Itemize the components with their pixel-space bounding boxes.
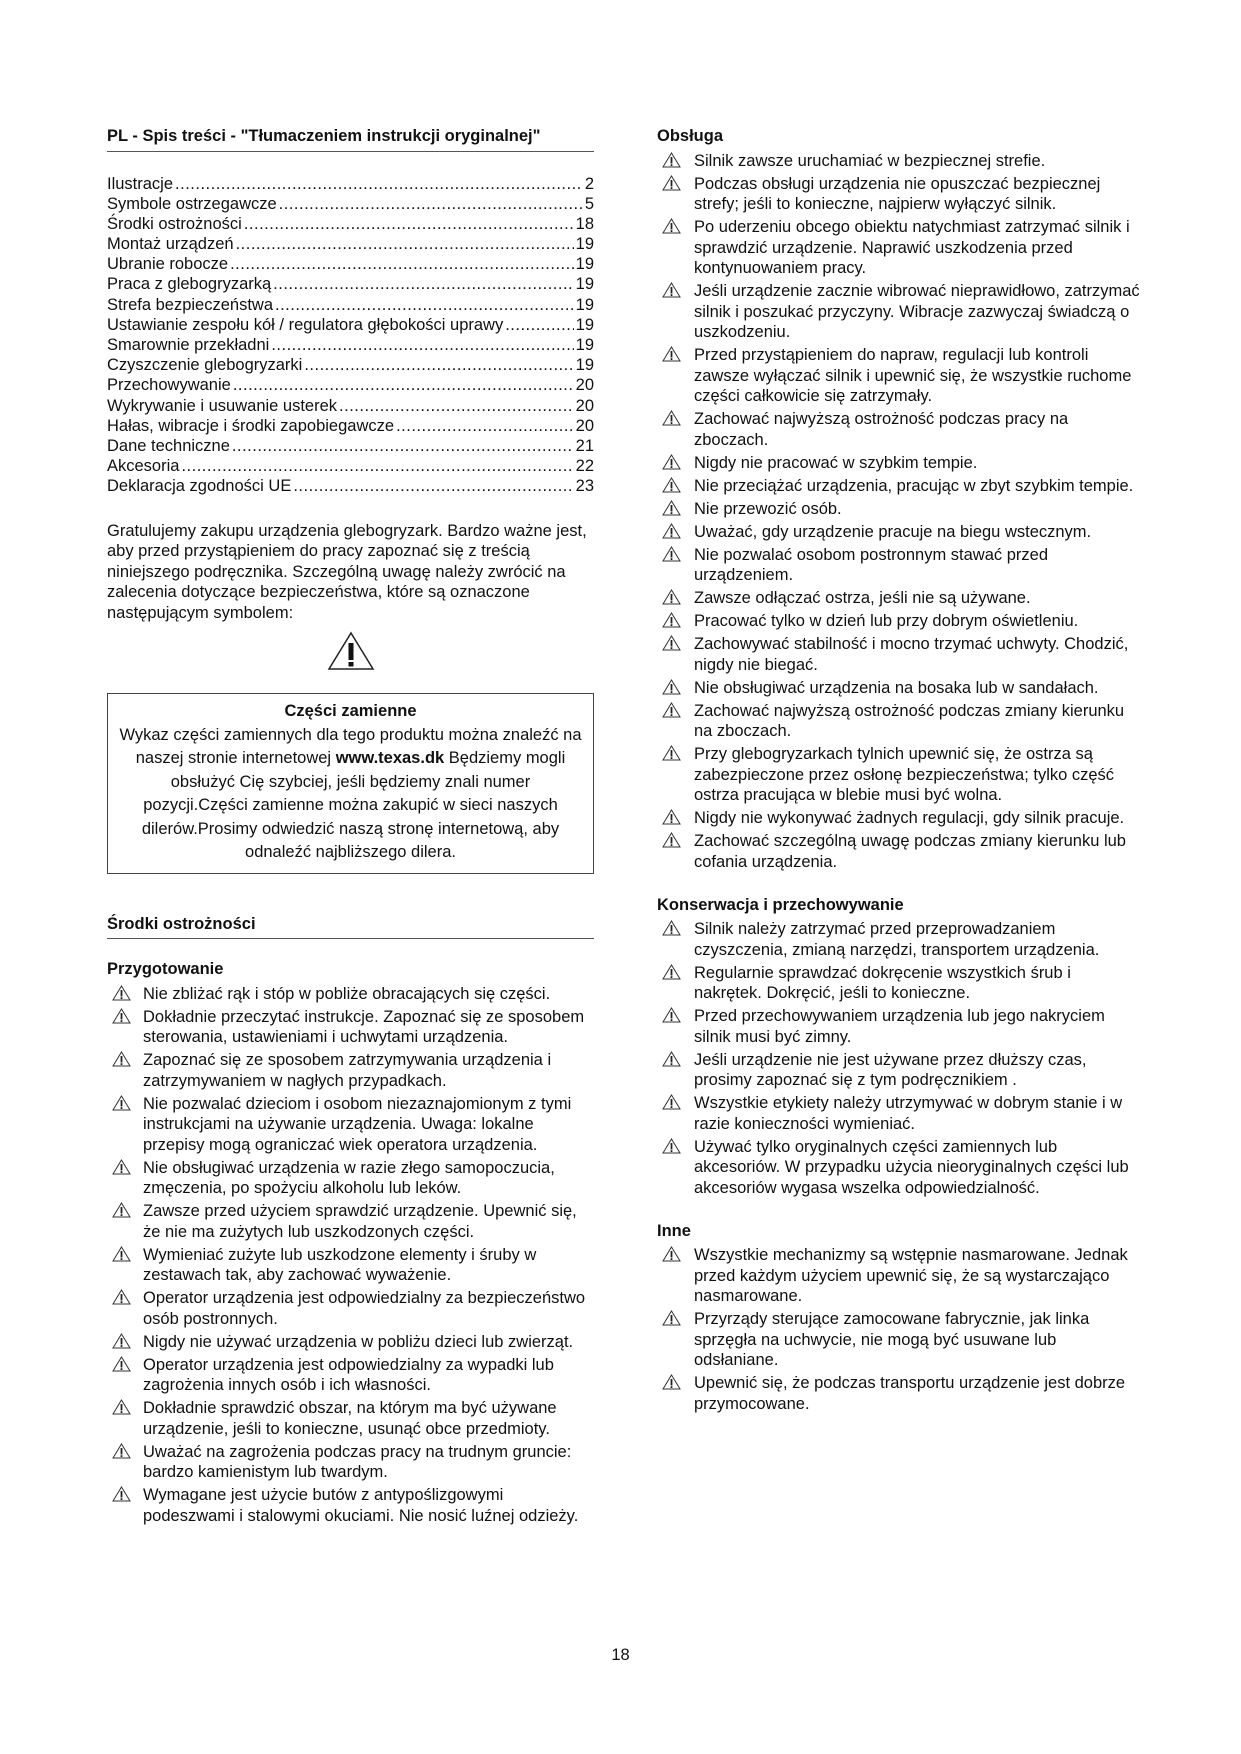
toc-entry-label: Hałas, wibracje i środki zapobiegawcze (107, 416, 395, 435)
warning-icon (112, 985, 131, 1001)
warning-icon (662, 175, 681, 191)
warning-icon (662, 679, 681, 695)
maintenance-title: Konserwacja i przechowywanie (657, 895, 904, 914)
warning-icon (662, 1310, 681, 1326)
warning-item (107, 1094, 594, 1156)
warning-item (657, 808, 1142, 829)
warning-item (657, 831, 1142, 872)
left-column (107, 126, 594, 1529)
toc-entry-page: 20 (575, 376, 594, 395)
toc-entry-page: 19 (575, 255, 594, 274)
warning-icon (662, 218, 681, 234)
toc-entry (107, 416, 594, 436)
warning-item (657, 1093, 1142, 1134)
warning-icon (112, 1095, 131, 1111)
toc-leader (175, 174, 583, 195)
warning-item-text: Nie obsługiwać urządzenia na bosaka lub w sandałach. (694, 678, 1099, 697)
warning-item-text: Operator urządzenia jest odpowiedzialny za wypadki lub zagrożenia innych osób i ich własności. (143, 1355, 554, 1394)
warning-item-text: Wszystkie mechanizmy są wstępnie nasmarowane. Jednak przed każdym użyciem upewnić się, że są wystarczająco nasmarowane. (694, 1246, 1128, 1305)
toc-entry (107, 335, 594, 355)
warning-icon (662, 809, 681, 825)
warning-item (657, 1006, 1142, 1047)
warning-item (657, 611, 1142, 632)
warning-item-text: Regularnie sprawdzać dokręcenie wszystkich śrub i nakrętek. Dokręcić, jeśli to konieczne. (694, 963, 1071, 1002)
toc-entry-page: 20 (575, 416, 594, 435)
warning-item-text: Przed przystąpieniem do napraw, regulacji lub kontroli zawsze wyłączać silnik i upewnić się, że wszystkie ruchome części całkowicie się zatrzymały. (694, 346, 1132, 405)
warning-icon (662, 454, 681, 470)
warning-item (657, 545, 1142, 586)
warning-icon (112, 1246, 131, 1262)
warning-item (657, 1137, 1142, 1199)
toc-entry-label: Deklaracja zgodności UE (107, 477, 292, 496)
operation-title: Obsługa (657, 127, 724, 145)
preparation-list (107, 984, 594, 1527)
toc-leader (244, 214, 574, 235)
toc-leader (505, 315, 573, 336)
toc-entry-page: 19 (575, 295, 594, 314)
warning-icon (662, 1051, 681, 1067)
warning-item-text: Przy glebogryzarkach tylnich upewnić się, że ostrza są zabezpieczone przez osłonę bezpieczeństwa; tylko część ostrza pracująca w blebie musi być wolna. (694, 745, 1115, 804)
warning-item (107, 1332, 594, 1353)
toc-entry-label: Czyszczenie glebogryzarki (107, 356, 303, 375)
warning-item (657, 588, 1142, 609)
warning-item-text: Zachowywać stabilność i mocno trzymać uchwyty. Chodzić, nigdy nie biegać. (694, 635, 1129, 674)
toc-entry (107, 274, 594, 294)
toc-entry-label: Montaż urządzeń (107, 235, 234, 254)
warning-icon (662, 1138, 681, 1154)
toc-entry (107, 194, 594, 214)
warning-item (657, 151, 1142, 172)
toc-entry-label: Dane techniczne (107, 436, 230, 455)
warning-item (107, 1485, 594, 1526)
toc-entry-page: 20 (575, 396, 594, 415)
toc-entry (107, 476, 594, 496)
toc-entry-label: Strefa bezpieczeństwa (107, 295, 274, 314)
warning-icon (662, 546, 681, 562)
warning-icon (662, 920, 681, 936)
toc-entry (107, 254, 594, 274)
warning-item-text: Nigdy nie używać urządzenia w pobliżu dzieci lub zwierząt. (143, 1332, 574, 1351)
toc-entry-label: Akcesoria (107, 457, 180, 476)
spare-parts-text-end: Będziemy mogli obsłużyć Cię szybciej, jeśli będziemy znali numer pozycji.Części zamienne można zakupić w sieci naszych dilerów.Prosimy odwiedzić naszą stronę internetową, aby odnaleźć najbliższego dilera. (141, 749, 566, 861)
warning-icon (662, 589, 681, 605)
toc-entry-label: Symbole ostrzegawcze (107, 194, 277, 213)
warning-item-text: Jeśli urządzenie nie jest używane przez dłuższy czas, prosimy zapoznać się z tym podręcznikiem . (694, 1050, 1087, 1089)
table-of-contents (107, 174, 594, 497)
warning-icon (112, 1443, 131, 1459)
warning-icon (662, 612, 681, 628)
warning-item-text: Po uderzeniu obcego obiektu natychmiast zatrzymać silnik i sprawdzić urządzenie. Naprawić uszkodzenia przed kontynuowaniem pracy. (694, 218, 1130, 277)
warning-item-text: Uważać na zagrożenia podczas pracy na trudnym gruncie: bardzo kamienistym lub twardym. (143, 1442, 572, 1481)
warning-item (107, 1398, 594, 1439)
warning-item-text: Wszystkie etykiety należy utrzymywać w dobrym stanie i w razie konieczności wymieniać. (694, 1094, 1123, 1133)
warning-item (657, 1373, 1142, 1414)
warning-item (657, 409, 1142, 450)
warning-item-text: Nie pozwalać dzieciom i osobom niezaznajomionym z tymi instrukcjami na używanie urządzenia. Uwaga: lokalne przepisy mogą ograniczać wiek operatora urządzenia. (143, 1094, 572, 1154)
toc-entry (107, 234, 594, 254)
warning-item-text: Nie obsługiwać urządzenia w razie złego samopoczucia, zmęczenia, po spożyciu alkoholu lub leków. (143, 1158, 555, 1197)
toc-entry (107, 456, 594, 476)
warning-item-text: Upewnić się, że podczas transportu urządzenie jest dobrze przymocowane. (694, 1374, 1126, 1413)
warning-item-text: Podczas obsługi urządzenia nie opuszczać bezpiecznej strefy; jeśli to konieczne, najpierw wyłączyć silnik. (694, 174, 1101, 213)
warning-item-text: Nie pozwalać osobom postronnym stawać przed urządzeniem. (694, 545, 1049, 584)
preparation-title: Przygotowanie (107, 960, 224, 978)
warning-icon (112, 1051, 131, 1067)
spare-parts-title: Części zamienne (284, 702, 417, 720)
warning-item (657, 919, 1142, 960)
toc-leader (275, 295, 574, 316)
warning-icon (112, 1202, 131, 1218)
warning-item-text: Nie zbliżać rąk i stóp w pobliże obracających się części. (143, 984, 551, 1003)
other-list (657, 1245, 1142, 1414)
toc-leader (279, 194, 583, 215)
warning-icon (662, 1374, 681, 1390)
toc-entry-label: Ubranie robocze (107, 255, 229, 274)
warning-item-text: Jeśli urządzenie zacznie wibrować nieprawidłowo, zatrzymać silnik i poszukać przyczyny. Wibracje zazwyczaj świadczą o uszkodzeniu. (694, 282, 1140, 341)
warning-item-text: Zachować najwyższą ostrożność podczas pracy na zboczach. (694, 410, 1069, 449)
toc-leader (339, 396, 574, 417)
toc-entry-page: 2 (584, 174, 594, 193)
warning-item-text: Zawsze odłączać ostrza, jeśli nie są używane. (694, 589, 1031, 607)
warning-item-text: Uważać, gdy urządzenie pracuje na biegu wstecznym. (694, 522, 1092, 541)
warning-item (657, 476, 1142, 497)
maintenance-list (657, 919, 1142, 1198)
warning-item (107, 1288, 594, 1329)
warning-item (657, 345, 1142, 407)
warning-item (657, 1245, 1142, 1307)
warning-item (657, 453, 1142, 474)
other-title: Inne (657, 1221, 691, 1240)
toc-entry-page: 5 (584, 194, 594, 213)
warning-item (107, 1442, 594, 1483)
toc-entry-page: 19 (575, 336, 594, 354)
warning-icon (112, 1159, 131, 1175)
warning-item (657, 499, 1142, 520)
toc-entry-label: Ilustracje (107, 174, 174, 193)
right-column (657, 126, 1142, 1417)
toc-entry-page: 19 (575, 315, 594, 334)
toc-entry-page: 19 (575, 275, 594, 294)
warning-item-text: Używać tylko oryginalnych części zamiennych lub akcesoriów. W przypadku użycia nieoryginalnych części lub akcesoriów wygasa wszelka odpowiedzialność. (694, 1137, 1129, 1197)
warning-item (107, 1355, 594, 1396)
precautions-title: Środki ostrożności (107, 914, 594, 940)
warning-item-text: Nigdy nie wykonywać żadnych regulacji, gdy silnik pracuje. (694, 809, 1125, 827)
warning-item-text: Wymagane jest użycie butów z antypoślizgowymi podeszwami i stalowymi okuciami. Nie nosić luźnej odzieży. (143, 1486, 579, 1525)
warning-icon (112, 1333, 131, 1349)
warning-icon (662, 1246, 681, 1262)
toc-leader (293, 476, 573, 497)
warning-item-text: Dokładnie przeczytać instrukcje. Zapoznać się ze sposobem sterowania, ustawieniami i uchwytami urządzenia. (143, 1007, 585, 1046)
toc-entry-label: Przechowywanie (107, 376, 231, 395)
toc-entry-page: 22 (575, 457, 594, 476)
warning-item-text: Nie przewozić osób. (694, 499, 842, 518)
website-link[interactable]: www.texas.dk (335, 749, 445, 767)
toc-leader (273, 274, 573, 295)
warning-item (107, 984, 594, 1005)
warning-item (657, 1309, 1142, 1371)
warning-item (107, 1158, 594, 1199)
toc-leader (233, 375, 574, 396)
warning-item (107, 1050, 594, 1091)
warning-item-text: Silnik zawsze uruchamiać w bezpiecznej strefie. (694, 151, 1046, 170)
toc-entry-label: Ustawianie zespołu kół / regulatora głębokości uprawy (107, 315, 504, 334)
toc-entry-page: 19 (575, 235, 594, 254)
toc-leader (230, 254, 574, 275)
warning-item (657, 174, 1142, 215)
warning-item-text: Wymieniać zużyte lub uszkodzone elementy i śruby w zestawach tak, aby zachować wyważenie. (143, 1245, 537, 1284)
warning-icon (662, 1007, 681, 1023)
spare-parts-box (107, 693, 594, 874)
warning-icon (662, 500, 681, 516)
toc-entry (107, 375, 594, 395)
warning-icon (662, 832, 681, 848)
warning-item (657, 634, 1142, 675)
warning-item-text: Nigdy nie pracować w szybkim tempie. (694, 453, 978, 472)
warning-icon (662, 410, 681, 426)
warning-icon (662, 477, 681, 493)
warning-item-text: Dokładnie sprawdzić obszar, na którym ma być używane urządzenie, jeśli to konieczne, usunąć obce przedmioty. (143, 1399, 557, 1438)
toc-entry (107, 214, 594, 234)
warning-triangle-icon (327, 631, 375, 671)
warning-item-text: Nie przeciążać urządzenia, pracując w zbyt szybkim tempie. (694, 476, 1134, 495)
warning-icon (662, 346, 681, 362)
warning-item (107, 1245, 594, 1286)
warning-icon (662, 964, 681, 980)
warning-item-text: Przed przechowywaniem urządzenia lub jego nakryciem silnik musi być zimny. (694, 1007, 1105, 1046)
toc-leader (232, 436, 574, 457)
toc-entry-label: Praca z glebogryzarką (107, 275, 272, 294)
toc-title: PL - Spis treści - "Tłumaczeniem instrukcji oryginalnej" (107, 126, 594, 152)
warning-item (107, 1007, 594, 1048)
warning-icon (662, 745, 681, 761)
warning-icon (112, 1399, 131, 1415)
toc-leader (236, 234, 574, 255)
warning-icon (112, 1289, 131, 1305)
warning-icon (662, 1094, 681, 1110)
warning-icon (112, 1008, 131, 1024)
warning-icon (112, 1486, 131, 1502)
warning-icon (662, 282, 681, 298)
page-number: 18 (611, 1646, 630, 1664)
toc-entry-label: Smarownie przekładni (107, 336, 270, 354)
warning-icon (662, 635, 681, 651)
warning-item-text: Zachować szczególną uwagę podczas zmiany kierunku lub cofania urządzenia. (694, 832, 1126, 871)
toc-entry (107, 174, 594, 194)
operation-list (657, 151, 1142, 873)
intro-paragraph: Gratulujemy zakupu urządzenia glebogryzark. Bardzo ważne jest, aby przed przystąpieniem do pracy zapoznać się z treścią niniejszego podręcznika. Szczególną uwagę należy zwrócić na zalecenia dotyczące bezpieczeństwa, które są oznaczone następującym symbolem: (107, 521, 587, 622)
warning-item (657, 744, 1142, 806)
warning-item-text: Pracować tylko w dzień lub przy dobrym oświetleniu. (694, 612, 1079, 630)
warning-item (657, 678, 1142, 699)
toc-leader (396, 416, 574, 437)
spare-parts-text-start: Wykaz części zamiennych dla tego produktu można znaleźć na naszej stronie internetowej (119, 725, 582, 767)
toc-entry-page: 21 (575, 436, 594, 455)
toc-entry-label: Środki ostrożności (107, 214, 242, 233)
toc-entry-page: 18 (575, 214, 594, 233)
warning-icon (662, 702, 681, 718)
warning-icon (662, 152, 681, 168)
warning-item (657, 281, 1142, 343)
warning-item-text: Silnik należy zatrzymać przed przeprowadzaniem czyszczenia, zmianą narzędzi, transportem urządzenia. (694, 920, 1100, 959)
warning-item-text: Operator urządzenia jest odpowiedzialny za bezpieczeństwo osób postronnych. (143, 1289, 586, 1328)
warning-item (657, 522, 1142, 543)
toc-entry-page: 19 (575, 356, 594, 375)
warning-item-text: Zachować najwyższą ostrożność podczas zmiany kierunku na zboczach. (694, 701, 1125, 740)
toc-entry (107, 295, 594, 315)
spare-parts-text (118, 724, 583, 865)
warning-item (657, 701, 1142, 742)
toc-entry-page: 23 (575, 477, 594, 496)
toc-leader (181, 456, 573, 477)
toc-leader (271, 335, 573, 356)
warning-item (657, 217, 1142, 279)
toc-entry (107, 355, 594, 375)
toc-entry-label: Wykrywanie i usuwanie usterek (107, 396, 338, 415)
warning-icon (112, 1356, 131, 1372)
warning-icon (662, 523, 681, 539)
toc-entry (107, 315, 594, 335)
warning-item (107, 1201, 594, 1242)
warning-item-text: Zapoznać się ze sposobem zatrzymywania urządzenia i zatrzymywaniem w nagłych przypadkach. (143, 1051, 552, 1090)
warning-item-text: Zawsze przed użyciem sprawdzić urządzenie. Upewnić się, że nie ma zużytych lub uszkodzonych części. (143, 1202, 577, 1241)
warning-item (657, 963, 1142, 1004)
toc-entry (107, 436, 594, 456)
toc-leader (304, 355, 573, 376)
warning-item-text: Przyrządy sterujące zamocowane fabrycznie, jak linka sprzęgła na uchwycie, nie mogą być usuwane lub odsłaniane. (694, 1310, 1090, 1369)
toc-entry (107, 396, 594, 416)
warning-item (657, 1050, 1142, 1091)
